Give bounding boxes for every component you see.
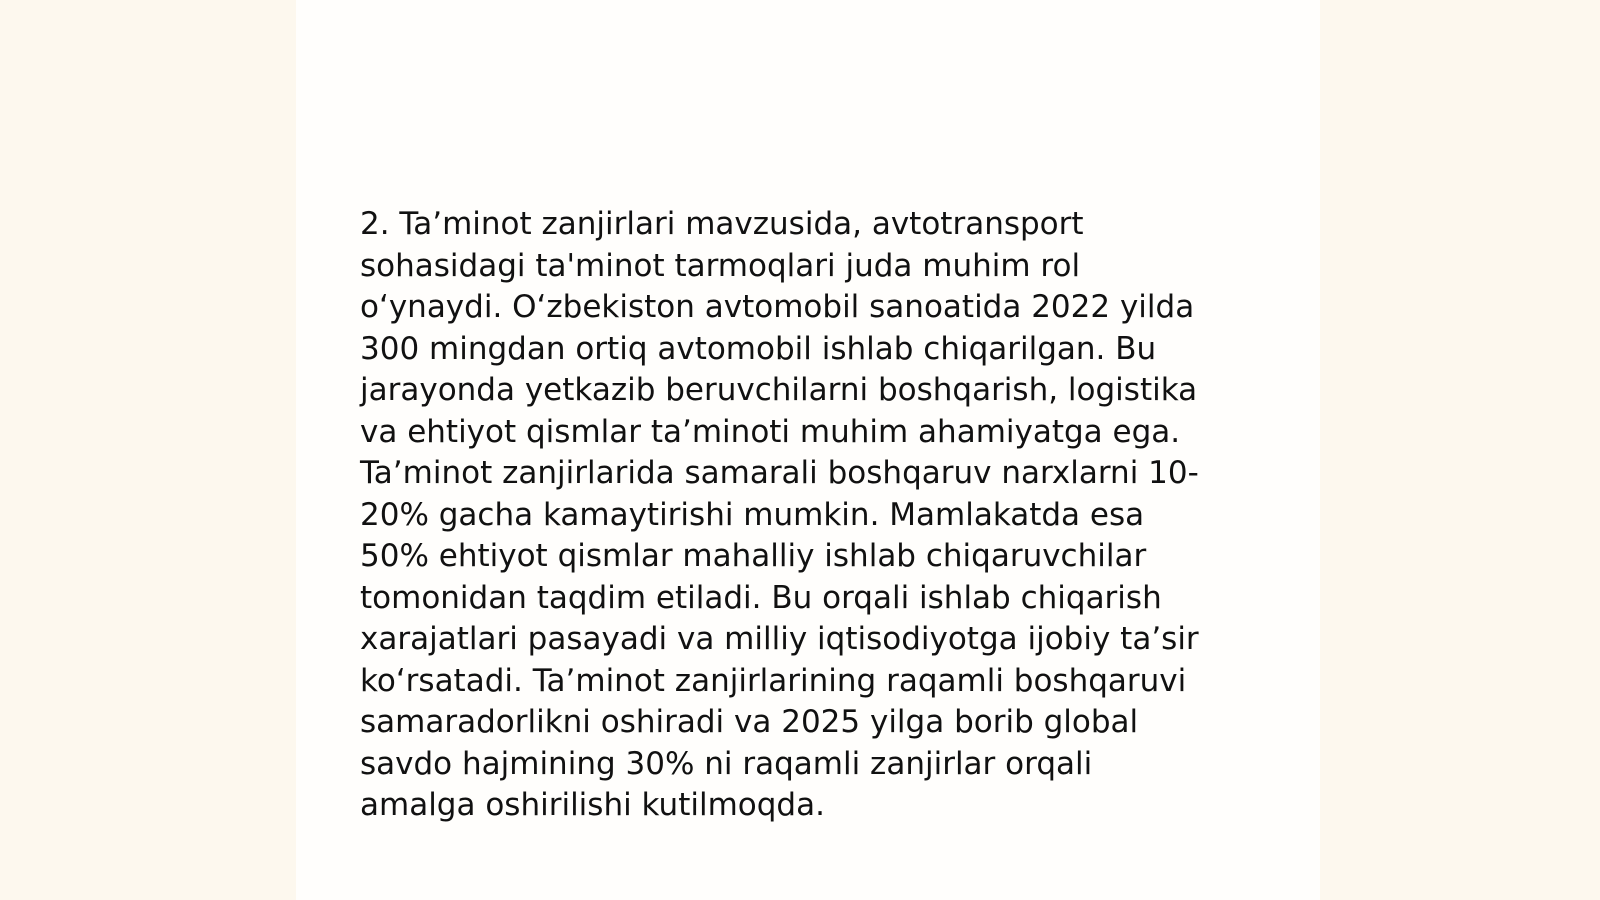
slide-content-area [296, 0, 1320, 900]
body-paragraph: 2. Ta’minot zanjirlari mavzusida, avtotransport sohasidagi ta'minot tarmoqlari juda muhim rol o‘ynaydi. O‘zbekiston avtomobil sanoatida 2022 yilda 300 mingdan ortiq avtomobil ishlab chiqarilgan. Bu jarayonda yetkazib beruvchilarni boshqarish, logistika va ehtiyot qismlar ta’minoti muhim ahamiyatga ega. Ta’minot zanjirlarida samarali boshqaruv narxlarni 10- 20% gacha kamaytirishi mumkin. Mamlakatda esa 50% ehtiyot qismlar mahalliy ishlab chiqaruvchilar tomonidan taqdim etiladi. Bu orqali ishlab chiqarish xarajatlari pasayadi va milliy iqtisodiyotga ijobiy ta’sir ko‘rsatadi. Ta’minot zanjirlarining raqamli boshqaruvi samaradorlikni oshiradi va 2025 yilga borib global savdo hajmining 30% ni raqamli zanjirlar orqali amalga oshirilishi kutilmoqda. [360, 206, 1199, 823]
